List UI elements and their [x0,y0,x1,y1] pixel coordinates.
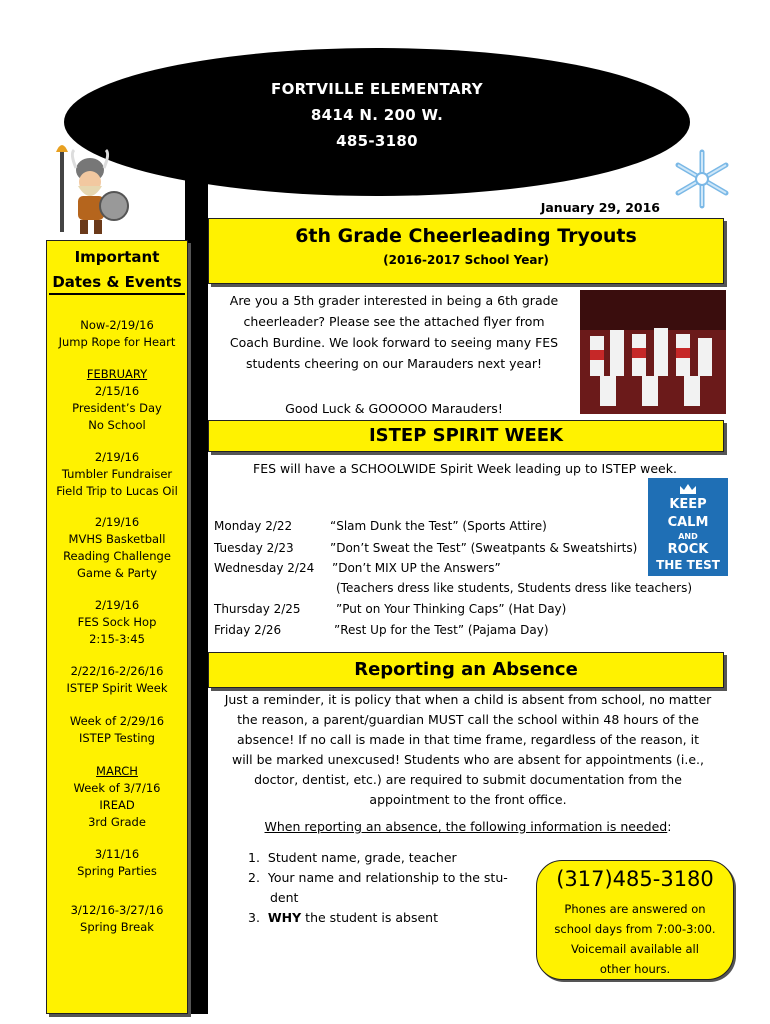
sidebar-divider [49,293,185,295]
list-item-continued: dent [270,890,299,905]
cheerleaders-photo [580,290,726,414]
header-pole [185,168,208,1014]
spirit-theme: ”Don’t Sweat the Test” (Sweatpants & Sweatshirts) [330,541,638,555]
event-item: 3/11/16 Spring Parties [77,847,157,878]
event-item: 2/19/16 Tumbler Fundraiser Field Trip to Lucas Oil [56,450,178,498]
absence-title: Reporting an Absence [354,659,578,680]
event-item: Now-2/19/16 Jump Rope for Heart [58,318,176,349]
list-item: 3. WHY the student is absent [248,910,439,925]
istep-banner [208,420,724,452]
sidebar-important-dates [46,240,188,1014]
event-item: Week of 2/29/16 ISTEP Testing [69,714,165,745]
snowflake-icon [670,148,734,210]
sidebar-title: Important [74,248,160,266]
cheer-banner [208,218,724,284]
list-item: 2. Your name and relationship to the stu- [248,870,508,885]
cheer-subtitle: (2016-2017 School Year) [383,253,549,267]
event-item: 2/22/16-2/26/16 ISTEP Spirit Week [66,664,168,695]
spirit-day: Tuesday 2/23 [214,541,294,555]
absence-needed-label: When reporting an absence, the following information is needed: [264,819,672,834]
event-item: MARCH Week of 3/7/16 IREAD 3rd Grade [73,764,161,829]
spirit-theme: ”Rest Up for the Test” (Pajama Day) [334,623,549,637]
event-item: 2/19/16 FES Sock Hop 2:15-3:45 [77,598,157,646]
school-phone: 485-3180 [336,132,418,150]
cheer-title: 6th Grade Cheerleading Tryouts [295,225,637,247]
sidebar-title: Dates & Events [52,273,182,291]
school-name: FORTVILLE ELEMENTARY [271,80,483,98]
spirit-theme-note: (Teachers dress like students, Students dress like teachers) [336,581,692,595]
spirit-day: Monday 2/22 [214,519,293,533]
istep-intro: FES will have a SCHOOLWIDE Spirit Week leading up to ISTEP week. [253,461,677,476]
school-address: 8414 N. 200 W. [310,106,444,124]
cheer-body: Are you a 5th grader interested in being a 6th grade cheerleader? Please see the attached flyer from Coach Burdine. We look forward to seeing many FES students cheering on our Marauders next year! [229,293,559,371]
absence-body: Just a reminder, it is policy that when a child is absent from school, no matter the reason, a parent/guardian MUST call the school within 48 hours of the absence! If no call is made in that time frame, regardless of the reason, it will be marked unexcused! Students who are absent for appointments (i.e., doctor, dentist, etc.) are required to submit documentation from the appointment to the front office. [224,692,712,807]
cheer-closing: Good Luck & GOOOOO Marauders! [285,401,503,416]
istep-title: ISTEP SPIRIT WEEK [368,425,564,446]
viking-mascot-image [52,140,134,240]
phone-number: (317)485-3180 [556,867,714,891]
spirit-theme: ”Put on Your Thinking Caps” (Hat Day) [336,602,567,616]
event-item: 2/19/16 MVHS Basketball Reading Challenge Game & Party [63,515,171,580]
phone-hours: Phones are answered on school days from 7:00-3:00. Voicemail available all other hours. [554,902,716,976]
list-item: 1. Student name, grade, teacher [248,850,457,865]
event-item: 3/12/16-3/27/16 Spring Break [70,903,164,934]
spirit-day: Thursday 2/25 [214,602,301,616]
keep-calm-poster: KEEP CALM AND ROCK THE TEST [648,478,728,576]
event-item: FEBRUARY 2/15/16 President’s Day No School [72,367,162,432]
newsletter-date: January 29, 2016 [540,200,660,215]
spirit-day: Friday 2/26 [214,623,282,637]
crown-icon [678,482,698,496]
spirit-day: Wednesday 2/24 [214,561,315,575]
absence-banner [208,652,724,688]
spirit-theme: “Slam Dunk the Test” (Sports Attire) [330,519,547,533]
spirit-theme: ”Don’t MIX UP the Answers” [332,561,501,575]
phone-info-box [536,860,734,980]
